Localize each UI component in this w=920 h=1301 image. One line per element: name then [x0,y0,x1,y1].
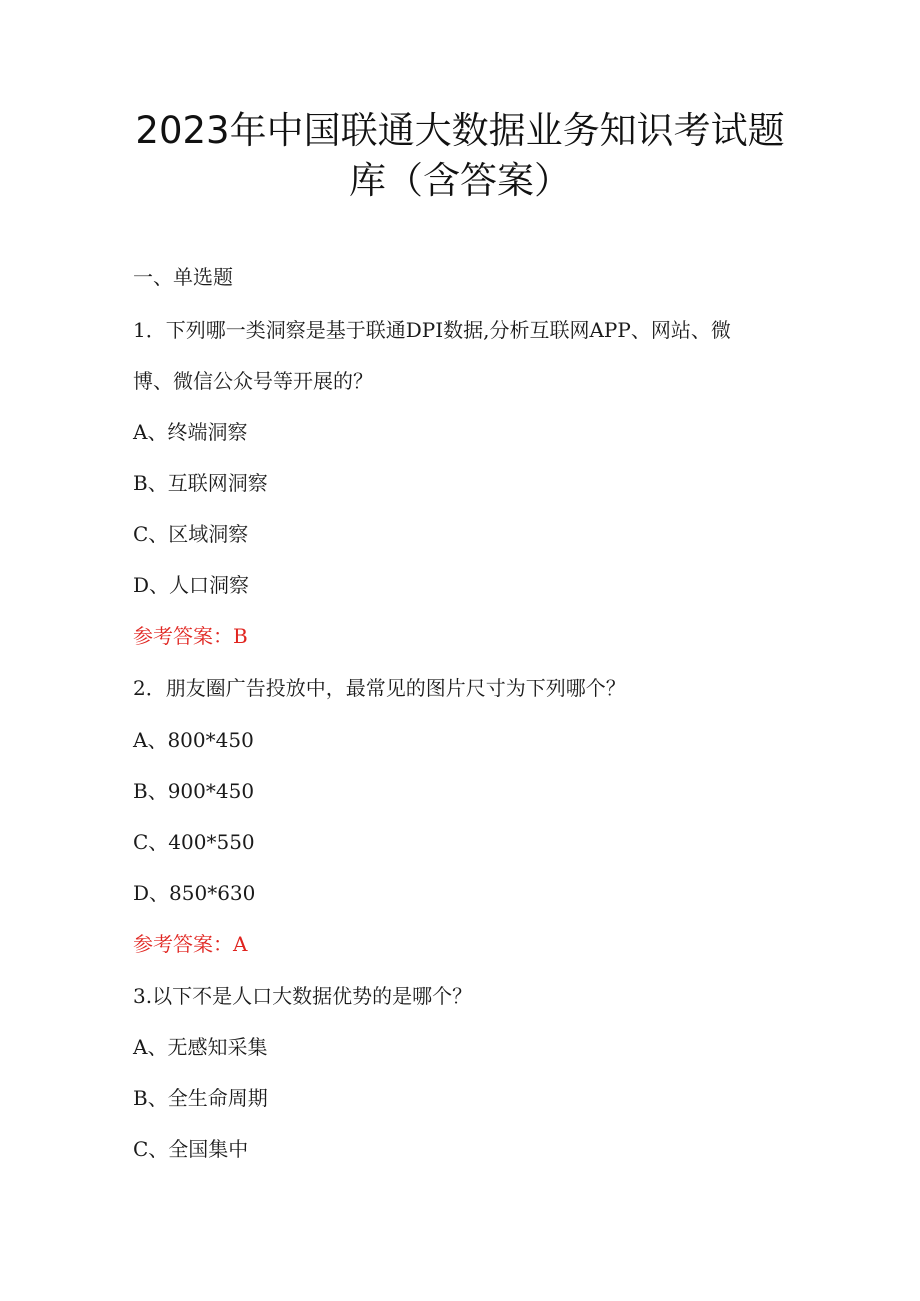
question-3-option-c: C、全国集中 [133,1137,249,1161]
question-2-option-d: D、850*630 [133,881,256,905]
question-1-option-b: B、互联网洞察 [133,471,268,495]
question-2-stem: 2．朋友圈广告投放中，最常见的图片尺寸为下列哪个？ [133,676,626,700]
question-1-option-a: A、终端洞察 [133,420,248,444]
question-1-answer: 参考答案：B [133,624,248,648]
question-2-answer: 参考答案：A [133,932,248,956]
question-2-option-a: A、800*450 [133,728,254,752]
question-3-option-b: B、全生命周期 [133,1086,268,1110]
question-3-option-a: A、无感知采集 [133,1035,268,1059]
question-2-option-b: B、900*450 [133,779,255,803]
question-1-stem-line-1: 1．下列哪一类洞察是基于联通DPI数据,分析互联网APP、网站、微 [133,318,731,342]
question-1-option-d: D、人口洞察 [133,573,250,597]
question-3-stem: 3.以下不是人口大数据优势的是哪个？ [133,984,473,1008]
document-title-line-2: 库（含答案） [349,159,571,202]
question-1-option-c: C、区域洞察 [133,522,249,546]
section-heading: 一、单选题 [133,265,233,289]
question-1-stem-line-2: 博、微信公众号等开展的？ [133,369,373,393]
document-title-line-1: 2023年中国联通大数据业务知识考试题 [135,109,785,152]
question-2-option-c: C、400*550 [133,830,255,854]
